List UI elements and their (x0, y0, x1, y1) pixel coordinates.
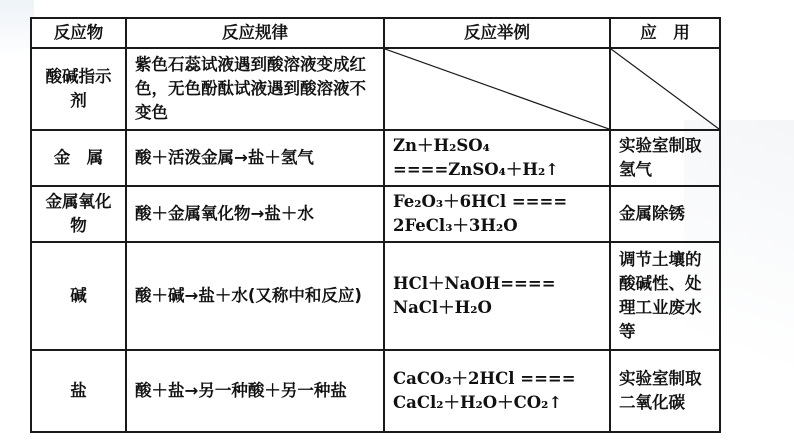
reactant-cell: 碱 (31, 242, 126, 350)
reactant-cell: 盐 (31, 350, 126, 432)
equation-line: CaCl₂＋H₂O＋CO₂↑ (393, 393, 563, 412)
application-cell: 调节土壤的酸碱性、处理工业废水等 (610, 242, 720, 350)
header-reactant: 反应物 (31, 18, 126, 48)
reactant-cell: 酸碱指示剂 (31, 48, 126, 130)
example-cell-empty (384, 48, 610, 130)
table-row-metal-oxide (31, 186, 720, 242)
application-cell: 金属除锈 (610, 186, 720, 242)
table-row-base (31, 242, 720, 350)
diagonal-slash (385, 49, 609, 129)
equation-line: CaCO₃＋2HCl ==== (393, 369, 576, 388)
rule-cell: 酸＋活泼金属→盐＋氢气 (126, 130, 384, 186)
equation-line: Zn＋H₂SO₄ (393, 136, 490, 155)
rule-cell: 酸＋碱→盐＋水(又称中和反应) (126, 242, 384, 350)
application-cell: 实验室制取二氧化碳 (610, 350, 720, 432)
header-example: 反应举例 (384, 18, 610, 48)
application-cell-empty (610, 48, 720, 130)
example-cell (384, 242, 610, 350)
rule-cell: 酸＋金属氧化物→盐＋水 (126, 186, 384, 242)
header-rule: 反应规律 (126, 18, 384, 48)
example-cell (384, 350, 610, 432)
header-row (31, 18, 720, 48)
example-cell (384, 186, 610, 242)
application-cell: 实验室制取氢气 (610, 130, 720, 186)
header-application: 应 用 (610, 18, 720, 48)
equation-line: Fe₂O₃＋6HCl ==== (393, 192, 568, 211)
acid-reactions-table (30, 17, 721, 433)
equation-line: 2FeCl₃＋3H₂O (393, 216, 518, 235)
example-cell (384, 130, 610, 186)
rule-cell: 紫色石蕊试液遇到酸溶液变成红色，无色酚酞试液遇到酸溶液不变色 (126, 48, 384, 130)
equation-line: HCl＋NaOH==== (393, 274, 556, 293)
equation-line: NaCl＋H₂O (393, 298, 492, 317)
table-row-metal (31, 130, 720, 186)
table-row-indicator (31, 48, 720, 130)
corner-decoration (0, 0, 34, 60)
reactant-cell: 金 属 (31, 130, 126, 186)
table-row-salt (31, 350, 720, 432)
equation-line: ====ZnSO₄＋H₂↑ (393, 160, 559, 179)
reactant-cell: 金属氧化物 (31, 186, 126, 242)
diagonal-slash (611, 49, 719, 129)
rule-cell: 酸＋盐→另一种酸＋另一种盐 (126, 350, 384, 432)
